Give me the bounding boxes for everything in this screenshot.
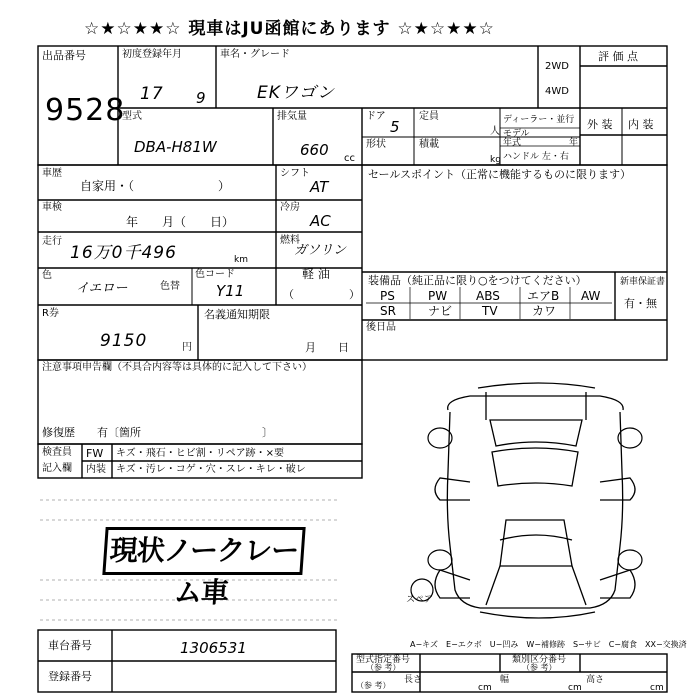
model-year-unit: 年 [569,138,579,148]
mileage-unit: km [234,255,248,265]
fuel-paren: （ ） [283,288,360,301]
tax-notice-value: 月 日 [305,341,349,354]
capacity-unit: 人 [490,126,500,137]
load-label: 積載 [419,139,439,150]
score-label: 評 価 点 [598,50,638,63]
damage-legend: A−キズ E−エクボ U−凹み W−補修跡 S−サビ C−腐食 XX−交換済 [410,640,687,649]
class-code-label: 類別区分番号 [512,655,567,665]
dims-unit-2: cm [568,683,582,693]
lot-number: 9528 [45,93,126,128]
sales-point-label: セールスポイント（正常に機能するものに限ります） [368,168,632,181]
notes-repair: 修復歴 有〔箇所 〕 [42,426,273,439]
handle-label: ハンドル 左・右 [503,152,569,162]
recycle-value: 9150 [100,331,148,351]
color-value: イエロー [76,281,128,296]
warranty-label: 新車保証書 [620,277,666,287]
drive-2wd: 2WD [545,61,569,72]
equip-ps: PS [380,289,395,303]
recycle-label: R券 [42,308,59,319]
inspection-value: 年 月（ 日） [126,215,235,229]
dims-width: 幅 [500,675,510,685]
dims-unit-1: cm [478,683,492,693]
inspector-fw: FW [86,447,104,460]
model-code-sub: （参 考） [366,663,401,672]
fuel-light-oil: 軽 油 [302,267,330,281]
equip-aw: AW [581,289,601,303]
history-label: 車歴 [42,168,62,179]
inspector-interior: 内装 [86,464,106,475]
mileage-label: 走行 [42,236,62,247]
car-name-label: 車名・グレード [220,49,290,60]
score-exterior: 外 装 [587,118,613,131]
inspector-label2: 記入欄 [42,463,72,474]
class-code-sub: （参 考） [522,663,557,672]
car-diagram [435,383,635,618]
tax-notice-label: 名義通知期限 [204,308,270,321]
registration-label: 登録番号 [48,670,92,683]
model-year-label2: 年式 [503,138,522,148]
displacement-label: 排気量 [277,111,307,122]
color-code-value: Y11 [216,282,245,300]
mileage-value: 16万0千496 [70,243,177,263]
inspector-label1: 検査員 [42,447,72,458]
warranty-value: 有・無 [624,297,657,310]
fuel-label: 燃料 [280,235,300,246]
shift-label: シフト [280,168,310,179]
dims-length: 長さ [404,675,423,685]
header-banner: ☆★☆★★☆ 現車はJU函館にあります ☆★☆★★☆ [84,19,495,39]
color-change-label: 色替 [160,281,180,292]
load-unit: kg [490,155,501,165]
equip-abs: ABS [476,289,500,303]
spare-label: スペア [406,595,434,605]
lot-label: 出品番号 [42,49,86,62]
equip-pw: PW [428,289,448,303]
history-value: 自家用・（ ） [80,179,231,193]
equipment-label: 装備品（純正品に限り○をつけてください） [368,274,587,287]
color-label: 色 [42,270,52,281]
no-claim-stamp: 現状ノークレーム車 [102,527,305,575]
notes-label: 注意事項申告欄（不具合内容等は具体的に記入して下さい） [42,362,312,373]
recycle-unit: 円 [182,342,192,353]
dims-unit-3: cm [650,683,664,693]
cooler-value: AC [310,212,331,230]
cooler-label: 冷房 [280,202,300,213]
chassis-label: 車台番号 [48,639,92,652]
first-reg-year: 17 [140,84,164,104]
doors-label: ドア [366,111,386,122]
inspector-fw-text: キズ・飛石・ヒビ割・リペア跡・×要 [116,448,284,459]
model-year-label1: モデル [503,129,530,139]
equip-navi: ナビ [428,304,453,318]
fuel-value: ガソリン [294,243,347,258]
model-label: 型式 [122,111,142,122]
doors-value: 5 [390,118,400,136]
car-name-value: EKワゴン [257,83,335,103]
model-code-label: 型式指定番号 [356,655,411,665]
displacement-value: 660 [300,141,329,159]
shape-label: 形状 [366,139,386,150]
equip-leather: カワ [532,304,557,318]
model-value: DBA-H81W [134,138,217,156]
displacement-unit: cc [344,153,355,164]
rear-seat-label: 後日品 [366,322,396,333]
dims-ref: （参 考） [356,681,391,690]
drive-4wd: 4WD [545,86,569,97]
dealer-label: ディーラー・並行 [503,115,575,125]
dims-height: 高さ [586,675,605,685]
first-reg-month: 9 [196,89,206,107]
inspection-label: 車検 [42,202,62,213]
chassis-value: 1306531 [180,639,247,657]
car-wheels [411,428,642,601]
equip-airbag: エアB [527,289,560,303]
shift-value: AT [310,178,329,196]
first-reg-label: 初度登録年月 [122,49,182,60]
capacity-label: 定員 [419,111,439,122]
equip-tv: TV [482,304,498,318]
color-code-label: 色コード [195,269,235,280]
equip-sr: SR [380,304,396,318]
score-interior: 内 装 [628,118,654,131]
inspector-interior-text: キズ・汚レ・コゲ・穴・スレ・キレ・破レ [116,464,306,475]
